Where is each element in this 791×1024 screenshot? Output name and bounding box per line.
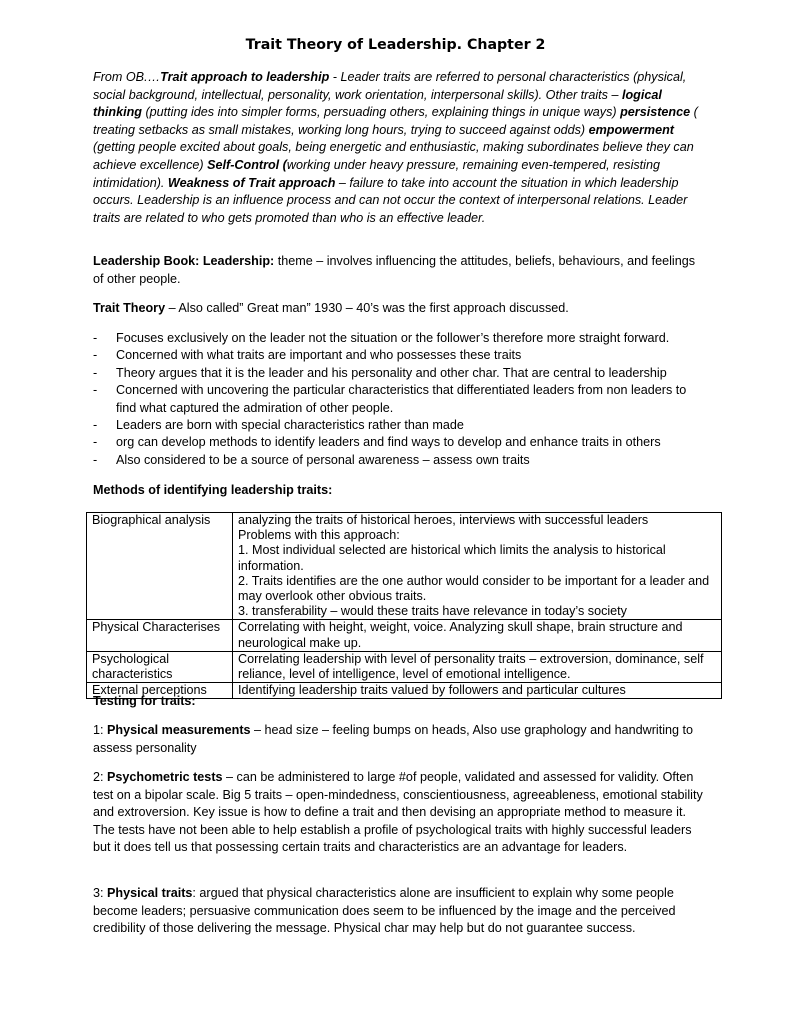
test-text: – can be administered to large #of people, validated and assessed for validity. Often test on a bipolar scale. Big 5 traits – open-mindedness, conscientiousness, agreeableness, emotional stability and extroversion. Key issue is how to define a trait and then devising an appropriate method to measure it. The tests have not been able to help establish a profile of psychological traits with highly successful leaders but it does tell us that possessing certain traits and characteristics are an advantage for leaders. — [93, 770, 703, 855]
method-description-cell: Identifying leadership traits valued by followers and particular cultures — [233, 683, 722, 699]
test-text: : argued that physical characteristics alone are insufficient to explain why some people become leaders; persuasive communication does seem to be influenced by the image and the perceived credibility of those delivering the message. Physical char may help but do not guarantee success. — [93, 886, 676, 936]
bullet-dash: - — [93, 348, 98, 363]
intro-term-weakness: Weakness of Trait approach — [167, 175, 336, 190]
trait-theory-paragraph — [93, 300, 703, 318]
intro-prefix: From OB.… — [93, 70, 161, 84]
methods-heading: Methods of identifying leadership traits: — [93, 483, 333, 497]
intro-text-6: – failure to take into account the situation in which leadership occurs. Leadership is an influence process and can not occur the context of interpersonal relations. Leader traits are related to who gets promoted than who is an effective leader. — [93, 175, 688, 225]
table-row — [87, 620, 722, 651]
bullet-dash: - — [93, 435, 98, 450]
test-number: 1: — [93, 723, 108, 737]
list-item — [93, 330, 703, 347]
leadership-book-label: Leadership Book: Leadership: — [93, 254, 275, 268]
method-line: Problems with this approach: — [238, 528, 400, 543]
method-description-cell — [233, 513, 722, 620]
leadership-book-paragraph — [93, 253, 703, 288]
list-item — [93, 382, 703, 417]
intro-text-1: - Leader traits are referred to personal characteristics (physical, social background, intellectual, personality, work orientation, interpersonal skills). Other traits – — [93, 70, 687, 102]
list-item — [93, 365, 703, 382]
methods-table — [86, 512, 722, 699]
test-physical-traits-paragraph — [93, 885, 703, 938]
leadership-book-text: theme – involves influencing the attitudes, beliefs, behaviours, and feelings of other people. — [93, 254, 696, 286]
method-line: 3. transferability – would these traits have relevance in today’s society — [238, 604, 627, 619]
list-item — [93, 347, 703, 364]
test-psychometric-paragraph — [93, 769, 703, 857]
intro-term-persistence: persistence — [620, 105, 691, 120]
test-physical-measurements-paragraph — [93, 722, 703, 757]
test-text: – head size – feeling bumps on heads, Also use graphology and handwriting to assess personality — [93, 723, 694, 755]
method-line: 2. Traits identifies are the one author would consider to be important for a leader and may overlook other obvious traits. — [238, 573, 710, 604]
table-row — [87, 513, 722, 620]
bullet-text: Concerned with uncovering the particular characteristics that differentiated leaders from non leaders to find what captured the admiration of other people. — [116, 383, 687, 415]
bullet-dash: - — [93, 383, 98, 398]
intro-text-4: (getting people excited about goals, being energetic and enthusiastic, making subordinates believe they can achieve excellence) — [93, 140, 694, 172]
intro-text-2: (putting ides into simpler forms, persuading others, explaining things in unique ways) — [141, 105, 621, 120]
method-label-cell: Biographical analysis — [87, 513, 233, 620]
intro-term-empowerment: empowerment — [588, 122, 674, 137]
intro-paragraph — [93, 69, 703, 227]
table-row — [87, 651, 722, 682]
test-number: 3: — [93, 886, 108, 900]
intro-term-trait-approach: Trait approach to leadership — [160, 70, 330, 84]
intro-text-3: ( treating setbacks as small mistakes, working long hours, trying to succeed against odds) — [93, 105, 698, 137]
test-label: Physical measurements — [107, 723, 251, 737]
method-line: 1. Most individual selected are historical which limits the analysis to historical information. — [238, 543, 666, 573]
bullet-text: Theory argues that it is the leader and his personality and other char. That are central to leadership — [116, 365, 667, 380]
list-item — [93, 452, 703, 469]
method-label-cell: Psychological characteristics — [87, 651, 233, 682]
list-item — [93, 434, 703, 451]
bullet-dash: - — [93, 452, 98, 467]
bullet-dash: - — [93, 418, 98, 433]
test-number: 2: — [93, 770, 108, 784]
trait-theory-text: – Also called” Great man” 1930 – 40’s was the first approach discussed. — [165, 301, 569, 315]
trait-theory-bullet-list — [93, 330, 703, 469]
bullet-dash: - — [93, 331, 98, 345]
bullet-text: Focuses exclusively on the leader not the situation or the follower’s therefore more straight forward. — [116, 331, 670, 345]
bullet-text: Also considered to be a source of personal awareness – assess own traits — [116, 452, 530, 467]
test-label: Physical traits — [107, 886, 193, 900]
testing-heading: Testing for traits: — [93, 694, 196, 708]
bullet-dash: - — [93, 365, 98, 380]
bullet-text: Concerned with what traits are important and who possesses these traits — [116, 348, 522, 363]
intro-term-logical-thinking: logical thinking — [93, 87, 662, 120]
method-description-cell: Correlating leadership with level of personality traits – extroversion, dominance, self reliance, level of intelligence, level of emotional intelligence. — [233, 651, 722, 682]
method-description-cell: Correlating with height, weight, voice. Analyzing skull shape, brain structure and neurological make up. — [233, 620, 722, 651]
method-label-cell: Physical Characterises — [87, 620, 233, 651]
bullet-text: Leaders are born with special characteristics rather than made — [116, 418, 464, 433]
trait-theory-label: Trait Theory — [93, 301, 166, 315]
intro-text-5: working under heavy pressure, remaining even-tempered, resisting intimidation). — [93, 157, 660, 190]
list-item — [93, 417, 703, 434]
method-label-cell: External perceptions — [87, 683, 233, 699]
page-title: Trait Theory of Leadership. Chapter 2 — [245, 37, 546, 53]
method-line: analyzing the traits of historical heroes, interviews with successful leaders — [238, 513, 649, 527]
test-label: Psychometric tests — [107, 770, 223, 784]
intro-term-self-control: Self-Control ( — [207, 157, 287, 172]
bullet-text: org can develop methods to identify leaders and find ways to develop and enhance traits in others — [116, 435, 661, 450]
